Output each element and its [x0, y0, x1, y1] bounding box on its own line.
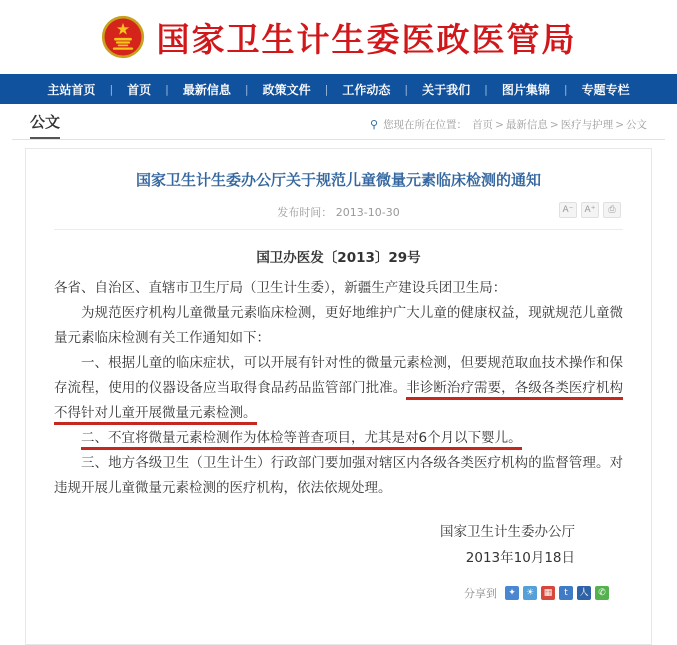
share-icon-qzone[interactable]: ✦: [505, 586, 519, 600]
paragraph-text: 三、地方各级卫生（卫生计生）行政部门要加强对辖区内各级各类医疗机构的监督管理。对违规开展儿童微量元素检测的医疗机构，依法依规处理。: [54, 455, 623, 496]
nav-separator: |: [563, 82, 568, 96]
share-row: [54, 585, 623, 601]
signature-org: 国家卫生计生委办公厅: [440, 524, 575, 540]
print-button[interactable]: ⎙: [603, 202, 621, 218]
section-title: 公文: [30, 111, 60, 139]
nav-item-7[interactable]: 图片集锦: [501, 82, 550, 97]
breadcrumb-separator: >: [495, 119, 504, 131]
nav-bar-inner: [47, 81, 629, 98]
nav-item-4[interactable]: 政策文件: [262, 82, 311, 97]
nav-item-3[interactable]: 最新信息: [182, 82, 231, 97]
breadcrumb-separator: >: [549, 119, 559, 131]
article-box: [25, 148, 652, 645]
font-increase-button[interactable]: A⁺: [581, 202, 599, 218]
nav-separator: |: [404, 82, 409, 96]
article-tools: [559, 202, 621, 218]
font-decrease-button[interactable]: A⁻: [559, 202, 577, 218]
signature-date: 2013年10月18日: [465, 550, 575, 566]
red-underlined-text: 非诊断治疗需要，各级各类医疗机构不得针对儿童开展微量元素检测。: [54, 380, 623, 425]
signature-block: [54, 519, 623, 571]
main-nav-bar: [0, 74, 677, 104]
nav-item-6[interactable]: 关于我们: [422, 82, 471, 97]
paragraph-text: 各省、自治区、直辖市卫生厅局（卫生计生委），新疆生产建设兵团卫生局：: [54, 280, 507, 296]
site-header: [0, 0, 677, 74]
publish-time-label: 发布时间：: [277, 206, 333, 219]
nav-item-8[interactable]: 专题专栏: [581, 82, 630, 97]
nav-separator: |: [109, 82, 114, 96]
nav-separator: |: [324, 82, 329, 96]
breadcrumb-path: [472, 117, 647, 132]
share-icon-tencent-weibo[interactable]: t: [559, 586, 573, 600]
document-number: 国卫办医发〔2013〕29号: [256, 250, 421, 266]
paragraph-2: [54, 301, 623, 351]
breadcrumb-link-1[interactable]: 首页: [472, 119, 494, 131]
breadcrumb-link-2[interactable]: 最新信息: [505, 119, 548, 131]
share-label: 分享到: [464, 587, 497, 600]
paragraph-text: 一、根据儿童的临床症状，可以开展有针对性的微量元素检测，但要规范取血技术操作和保存流程，使用的仪器设备应当取得食品药品监管部门批准。: [54, 355, 623, 396]
breadcrumb-location-label: 您现在所在位置：: [383, 119, 468, 131]
share-icon-kaixin[interactable]: ☀: [523, 586, 537, 600]
nav-item-1[interactable]: 主站首页: [47, 82, 96, 97]
breadcrumb: [370, 117, 647, 139]
article-meta-row: [54, 200, 623, 230]
publish-time: [54, 204, 623, 220]
nav-item-2[interactable]: 首页: [127, 82, 152, 97]
article-body: [54, 276, 623, 501]
paragraph-3: [54, 351, 623, 426]
article-title: 国家卫生计生委办公厅关于规范儿童微量元素临床检测的通知: [135, 171, 541, 189]
breadcrumb-link-3[interactable]: 医疗与护理: [560, 119, 614, 131]
nav-separator: |: [484, 82, 488, 96]
china-national-emblem-icon: [101, 15, 145, 59]
share-icon-renren[interactable]: 人: [577, 586, 591, 600]
red-underlined-text: 二、不宜将微量元素检测作为体检等普查项目，尤其是对6个月以下婴儿。: [81, 430, 522, 450]
breadcrumb-row: [12, 106, 665, 140]
nav-separator: |: [244, 82, 249, 96]
share-icon-wechat[interactable]: ✆: [595, 586, 609, 600]
nav-item-5[interactable]: 工作动态: [342, 82, 391, 97]
share-icon-sina-weibo[interactable]: ▦: [541, 586, 555, 600]
site-title: 国家卫生计生委医政医管局: [156, 19, 577, 59]
location-pin-icon: ⚲: [370, 118, 379, 131]
publish-time-value: 2013-10-30: [335, 206, 400, 219]
paragraph-5: [54, 451, 623, 501]
nav-separator: |: [165, 82, 169, 96]
paragraph-4: [54, 426, 623, 451]
breadcrumb-link-4[interactable]: 公文: [626, 119, 647, 131]
breadcrumb-separator: >: [615, 119, 624, 131]
paragraph-text: 为规范医疗机构儿童微量元素临床检测，更好地维护广大儿童的健康权益，现就规范儿童微量元素临床检测有关工作通知如下：: [54, 305, 623, 346]
paragraph-1: [54, 276, 623, 301]
